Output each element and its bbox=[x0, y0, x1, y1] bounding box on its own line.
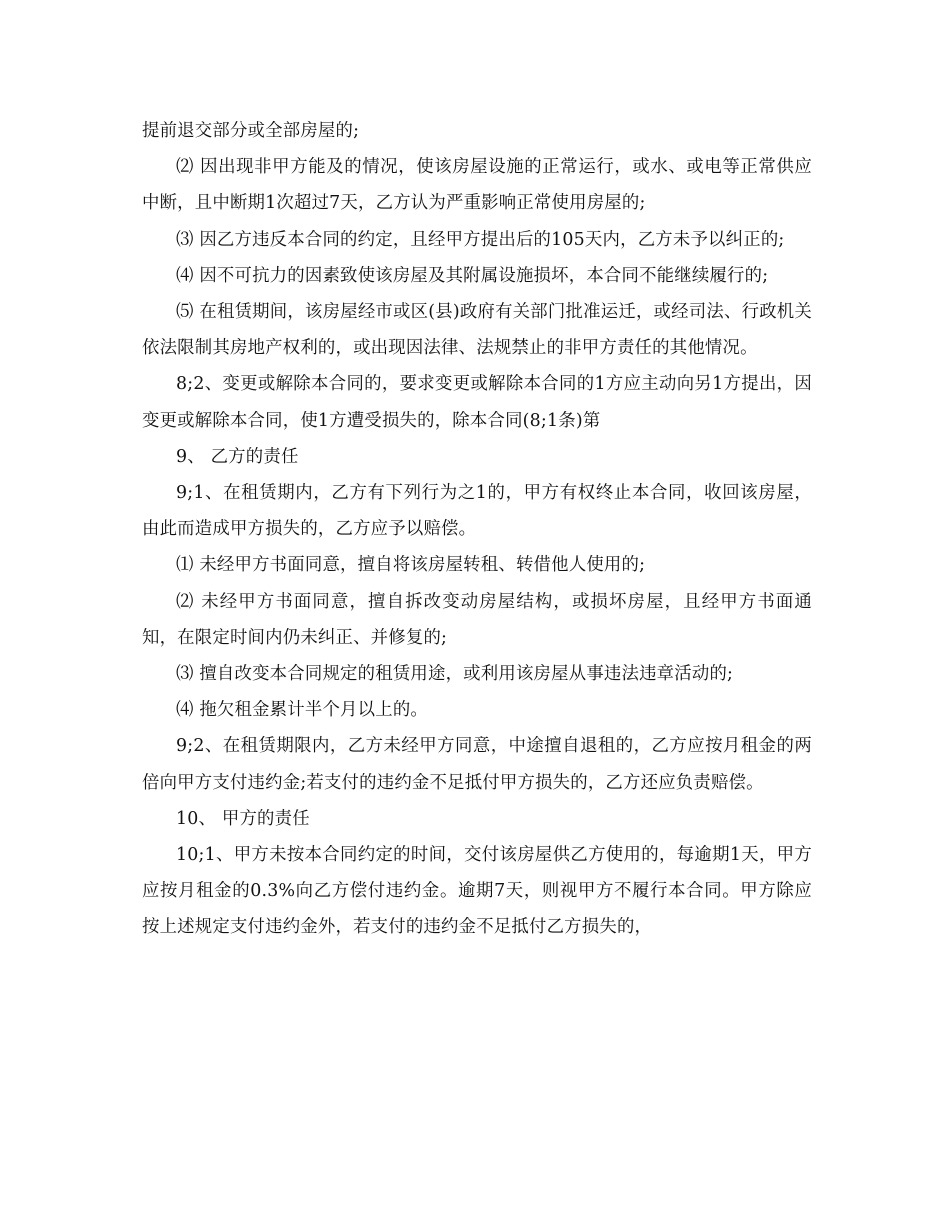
paragraph-clause-9-2: 9;2、在租赁期限内，乙方未经甲方同意，中途擅自退租的，乙方应按月租金的两倍向甲方支付违约金;若支付的违约金不足抵付甲方损失的，乙方还应负责赔偿。 bbox=[142, 736, 812, 793]
paragraph-item-5-relocation: ⑸ 在租赁期间，该房屋经市或区(县)政府有关部门批准运迁，或经司法、行政机关依法限制其房地产权利的，或出现因法律、法规禁止的非甲方责任的其他情况。 bbox=[142, 302, 812, 359]
paragraph-clause-9-1: 9;1、在租赁期内，乙方有下列行为之1的，甲方有权终止本合同，收回该房屋，由此而造成甲方损失的，乙方应予以赔偿。 bbox=[142, 483, 812, 540]
paragraph-clause-10-1: 10;1、甲方未按本合同约定的时间，交付该房屋供乙方使用的，每逾期1天，甲方应按月租金的0.3%向乙方偿付违约金。逾期7天，则视甲方不履行本合同。甲方除应按上述规定支付违约金外，若支付的违约金不足抵付乙方损失的， bbox=[142, 845, 812, 938]
paragraph-clause-8-2: 8;2、变更或解除本合同的，要求变更或解除本合同的1方应主动向另1方提出，因变更或解除本合同，使1方遭受损失的，除本合同(8;1条)第 bbox=[142, 374, 812, 431]
paragraph-9-item-1: ⑴ 未经甲方书面同意，擅自将该房屋转租、转借他人使用的; bbox=[176, 555, 646, 576]
paragraph-9-item-3: ⑶ 擅自改变本合同规定的租赁用途，或利用该房屋从事违法违章活动的; bbox=[176, 664, 734, 685]
paragraph-9-item-4: ⑷ 拖欠租金累计半个月以上的。 bbox=[176, 700, 428, 721]
contract-body bbox=[142, 113, 812, 946]
paragraph-item-2-facility-outage: ⑵ 因出现非甲方能及的情况，使该房屋设施的正常运行，或水、或电等正常供应中断，且中断期1次超过7天，乙方认为严重影响正常使用房屋的; bbox=[142, 157, 812, 214]
paragraph-item-3-breach-uncorrected: ⑶ 因乙方违反本合同的约定，且经甲方提出后的105天内，乙方未予以纠正的; bbox=[176, 229, 785, 250]
section-heading-9: 9、 乙方的责任 bbox=[176, 446, 299, 467]
paragraph-item-4-force-majeure: ⑷ 因不可抗力的因素致使该房屋及其附属设施损坏，本合同不能继续履行的; bbox=[176, 265, 769, 286]
section-heading-10: 10、 甲方的责任 bbox=[176, 808, 310, 829]
paragraph-9-item-2: ⑵ 未经甲方书面同意，擅自拆改变动房屋结构，或损坏房屋，且经甲方书面通知，在限定时间内仍未纠正、并修复的; bbox=[142, 591, 812, 648]
paragraph-early-return: 提前退交部分或全部房屋的; bbox=[142, 121, 360, 141]
